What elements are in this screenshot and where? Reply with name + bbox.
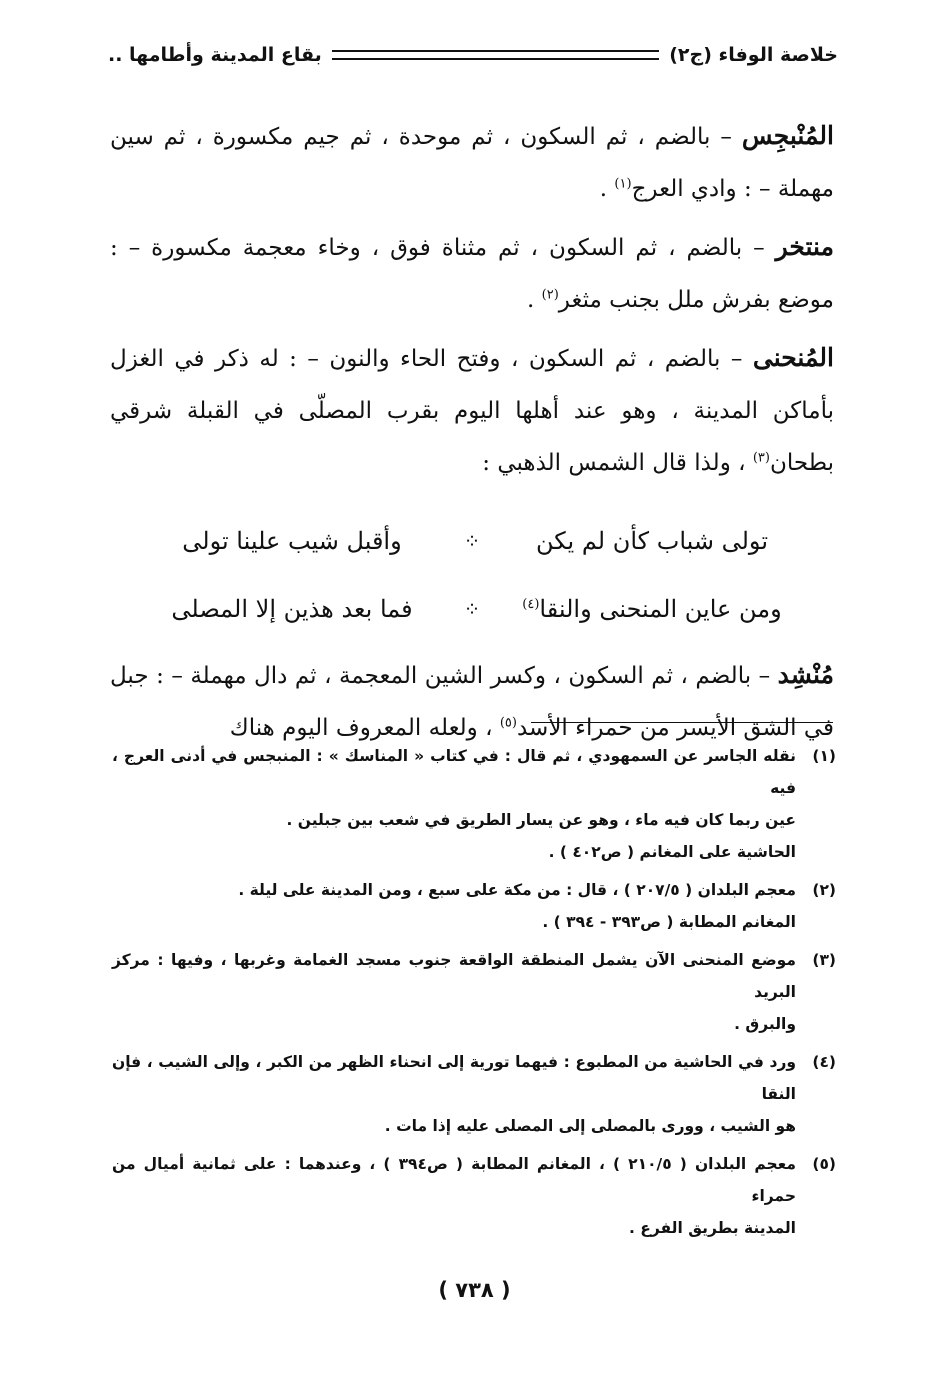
footnote-line: المغانم المطابة ( ص٣٩٣ - ٣٩٤ ) . bbox=[542, 913, 796, 931]
verse-second-hemistich: وأقبل شيب علينا تولى bbox=[182, 527, 402, 555]
entry-tail: . bbox=[599, 176, 615, 202]
entry-tail: ، ولذا قال الشمس الذهبي : bbox=[482, 450, 753, 476]
footnote-text bbox=[112, 740, 796, 868]
footnote-text bbox=[112, 1148, 796, 1244]
footnote-text bbox=[112, 874, 796, 938]
footnote-line: نقله الجاسر عن السمهودي ، ثم قال : في كتاب « المناسك » : المنبجس في أدنى العرج ، فيه bbox=[112, 747, 796, 797]
footnote-ref[interactable]: (٤) bbox=[522, 597, 540, 612]
footnote-number: (٣) bbox=[812, 951, 836, 969]
entry-text: – بالضم ، ثم السكون ، ثم مثناة فوق ، وخاء معجمة مكسورة – : موضع بفرش ملل بجنب مثغر bbox=[110, 235, 834, 313]
verse-separator: ⁘ bbox=[463, 529, 481, 553]
verse-first-text: ومن عاين المنحنى والنقا bbox=[539, 595, 782, 623]
footnote-number: (٤) bbox=[812, 1053, 836, 1071]
verse-first-hemistich bbox=[502, 595, 802, 623]
page-number: ( ٧٣٨ ) bbox=[438, 1278, 511, 1302]
footnote-1 bbox=[112, 740, 836, 868]
footnote-line: عين ربما كان فيه ماء ، وهو عن يسار الطريق في شعب بين جبلين . bbox=[286, 811, 796, 829]
footnote-2 bbox=[112, 874, 836, 938]
footnote-5 bbox=[112, 1148, 836, 1244]
poem-verse bbox=[110, 507, 834, 575]
footnote-line: معجم البلدان ( ٢١٠/٥ ) ، المغانم المطابة ( ص٣٩٤ ) ، وعندهما : على ثمانية أميال من حمراء bbox=[112, 1155, 796, 1205]
footnotes bbox=[112, 740, 836, 1250]
entry-tail: . bbox=[527, 287, 542, 313]
verse-separator: ⁘ bbox=[463, 597, 481, 621]
footnote-line: ورد في الحاشية من المطبوع : فيهما تورية إلى انحناء الظهر من الكبر ، وإلى الشيب ، فإن النقا bbox=[112, 1053, 796, 1103]
header-rule bbox=[332, 50, 659, 60]
footnote-line: موضع المنحنى الآن يشمل المنطقة الواقعة جنوب مسجد الغمامة وغربها ، وفيها : مركز البريد bbox=[112, 951, 796, 1001]
entry-munshid bbox=[110, 649, 834, 754]
footnote-ref[interactable]: (٣) bbox=[752, 450, 770, 466]
verse-second-hemistich: فما بعد هذين إلا المصلى bbox=[171, 595, 413, 623]
entry-text: – بالضم ، ثم السكون ، ثم موحدة ، ثم جيم مكسورة ، ثم سين مهملة – : وادي العرج bbox=[110, 124, 834, 202]
entry-term: منتخر bbox=[775, 232, 834, 261]
entry-text: – بالضم ، ثم السكون ، وفتح الحاء والنون – : له ذكر في الغزل بأماكن المدينة ، وهو عند أهلها اليوم بقرب المصلّى في القبلة شرقي بطحان bbox=[110, 346, 834, 476]
entry-term: مُنْشِد bbox=[777, 660, 834, 689]
footnote-line: هو الشيب ، وورى بالمصلى إلى المصلى عليه إذا مات . bbox=[384, 1117, 796, 1135]
entry-term: المُنحنى bbox=[752, 343, 834, 372]
entry-tail: ، ولعله المعروف اليوم هناك bbox=[229, 715, 500, 741]
footnote-ref[interactable]: (١) bbox=[614, 176, 632, 192]
footnote-4 bbox=[112, 1046, 836, 1142]
entry-term: المُنْبجِس bbox=[741, 121, 834, 150]
footnote-ref[interactable]: (٢) bbox=[541, 287, 559, 303]
footnote-line: معجم البلدان ( ٢٠٧/٥ ) ، قال : من مكة على سبع ، ومن المدينة على ليلة . bbox=[238, 881, 796, 899]
running-header bbox=[108, 40, 838, 70]
footnote-text bbox=[112, 1046, 796, 1142]
footnote-3 bbox=[112, 944, 836, 1040]
poem bbox=[110, 507, 834, 643]
footnote-line: المدينة بطريق الفرع . bbox=[629, 1219, 796, 1237]
chapter-title: بقاع المدينة وأطامها .. bbox=[108, 44, 322, 66]
entry-text: – بالضم ، ثم السكون ، وكسر الشين المعجمة ، ثم دال مهملة – : جبل في الشق الأيسر من حمراء الأسد bbox=[110, 663, 834, 741]
poem-verse bbox=[110, 575, 834, 643]
footnote-separator bbox=[531, 722, 833, 723]
main-text bbox=[110, 110, 834, 754]
footnote-line: الحاشية على المغانم ( ص٤٠٢ ) . bbox=[548, 843, 796, 861]
footnote-text bbox=[112, 944, 796, 1040]
entry-al-munbajis bbox=[110, 110, 834, 215]
entry-al-munhana bbox=[110, 332, 834, 489]
book-title: خلاصة الوفاء (ج٢) bbox=[669, 44, 838, 66]
footnote-number: (٢) bbox=[812, 881, 836, 899]
entry-muntakhar bbox=[110, 221, 834, 326]
verse-first-hemistich: تولى شباب كأن لم يكن bbox=[535, 527, 769, 555]
footnote-number: (١) bbox=[812, 747, 836, 765]
footnote-ref[interactable]: (٥) bbox=[499, 715, 517, 731]
footnote-line: والبرق . bbox=[734, 1015, 796, 1033]
footnote-number: (٥) bbox=[812, 1155, 836, 1173]
